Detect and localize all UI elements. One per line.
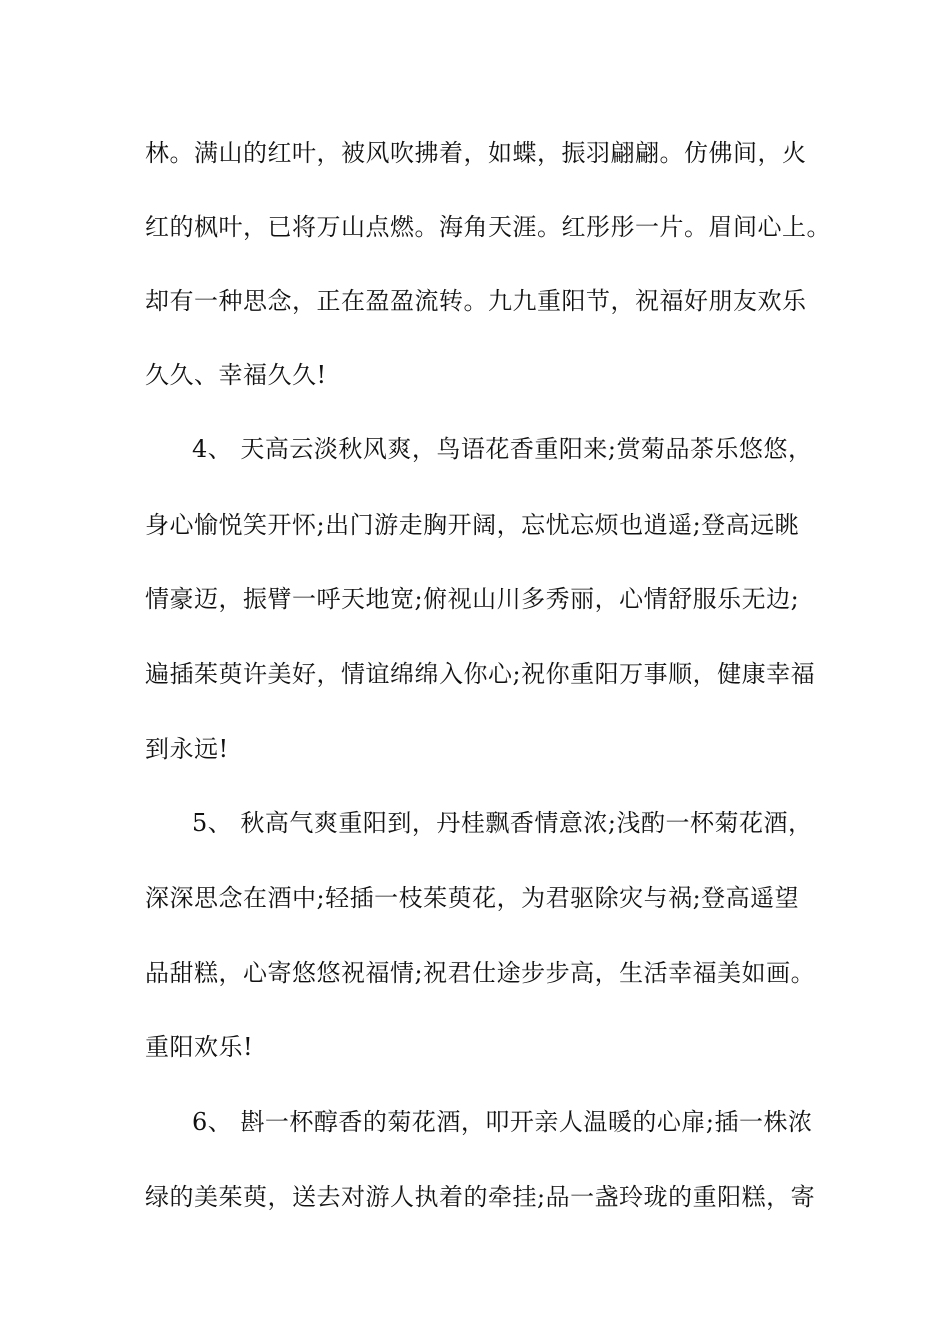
text-line: 久久、幸福久久! [145,361,327,389]
text-line-item-6: 6、 斟一杯醇香的菊花酒，叩开亲人温暖的心扉;插一株浓 [192,1108,813,1136]
text-line: 林。满山的红叶，被风吹拂着，如蝶，振羽翩翩。仿佛间，火 [145,139,807,167]
text-line: 情豪迈，振臂一呼天地宽;俯视山川多秀丽，心情舒服乐无边; [145,585,800,613]
text-line-item-5: 5、 秋高气爽重阳到，丹桂飘香情意浓;浅酌一杯菊花酒， [192,809,813,837]
text-line: 深深思念在酒中;轻插一枝茱萸花，为君驱除灾与祸;登高遥望 [145,884,800,912]
text-line: 身心愉悦笑开怀;出门游走胸开阔，忘忧忘烦也逍遥;登高远眺 [145,511,800,539]
text-line: 却有一种思念，正在盈盈流转。九九重阳节，祝福好朋友欢乐 [145,287,807,315]
text-line-item-4: 4、 天高云淡秋风爽，鸟语花香重阳来;赏菊品茶乐悠悠， [192,435,813,463]
text-line: 绿的美茱萸，送去对游人执着的牵挂;品一盏玲珑的重阳糕，寄 [145,1183,816,1211]
text-line: 红的枫叶，已将万山点燃。海角天涯。红彤彤一片。眉间心上。 [145,213,831,241]
text-line: 遍插茱萸许美好，情谊绵绵入你心;祝你重阳万事顺，健康幸福 [145,660,816,688]
text-line: 重阳欢乐! [145,1033,254,1061]
text-line: 品甜糕，心寄悠悠祝福情;祝君仕途步步高，生活幸福美如画。 [145,959,816,987]
text-line: 到永远! [145,735,229,763]
